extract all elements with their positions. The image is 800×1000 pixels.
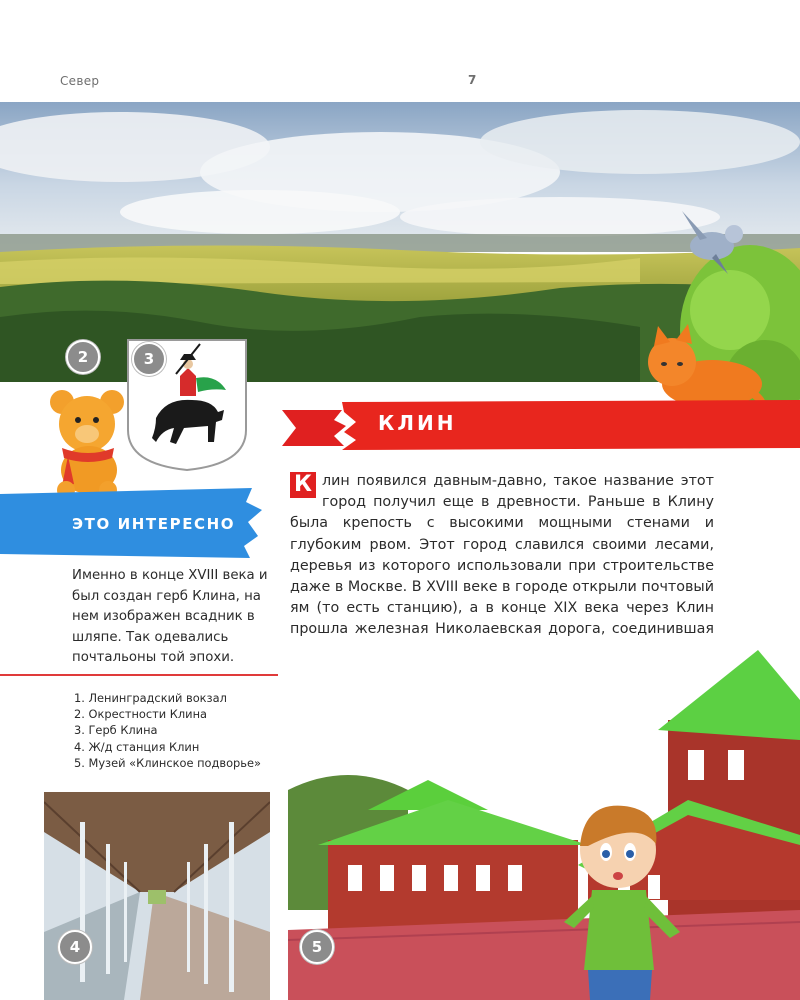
caption-item: 5. Музей «Клинское подворье» (74, 755, 261, 770)
interesting-title: ЭТО ИНТЕРЕСНО (72, 515, 236, 533)
title-ribbon (282, 396, 800, 454)
caption-item: 3. Герб Клина (74, 723, 158, 738)
museum-photo (288, 640, 800, 1000)
paragraph-text: лин появился давным-давно, такое название этот город получил еще в древности. Раньше в Клину была крепость с высокими мощными стенами и глубоким рвом. Этот город славился своими лесами, деревья из которого использовали при строительстве даже в Москве. В XVIII веке в городе открыли почтовый ям (то есть станцию), а в конце XIX века через Клин прошла железная Николаевская дорога, соединившая (290, 473, 714, 638)
caption-item: 1. Ленинградский вокзал (74, 691, 227, 705)
article-paragraph (290, 471, 714, 662)
caption-item: 4. Ж/д станция Клин (74, 739, 200, 754)
teddy-bear-illustration (44, 386, 134, 498)
drop-cap: К (290, 472, 316, 498)
photo-captions (74, 690, 261, 771)
interesting-text: Именно в конце XVIII века и был создан герб Клина, на нем изображен всадник в шляпе. Так одевались почтальоны той эпохи. (72, 568, 268, 665)
page-title: КЛИН (378, 411, 457, 435)
photo-badge-2: 2 (66, 340, 100, 374)
station-photo (44, 792, 270, 1000)
section-name: Север (60, 74, 100, 88)
photo-badge-5: 5 (300, 930, 334, 964)
bird-illustration (672, 206, 752, 276)
page-number: 7 (468, 73, 477, 87)
divider-line (0, 674, 278, 676)
photo-badge-3: 3 (132, 342, 166, 376)
caption-item: 2. Окрестности Клина (74, 707, 208, 722)
photo-badge-4: 4 (58, 930, 92, 964)
